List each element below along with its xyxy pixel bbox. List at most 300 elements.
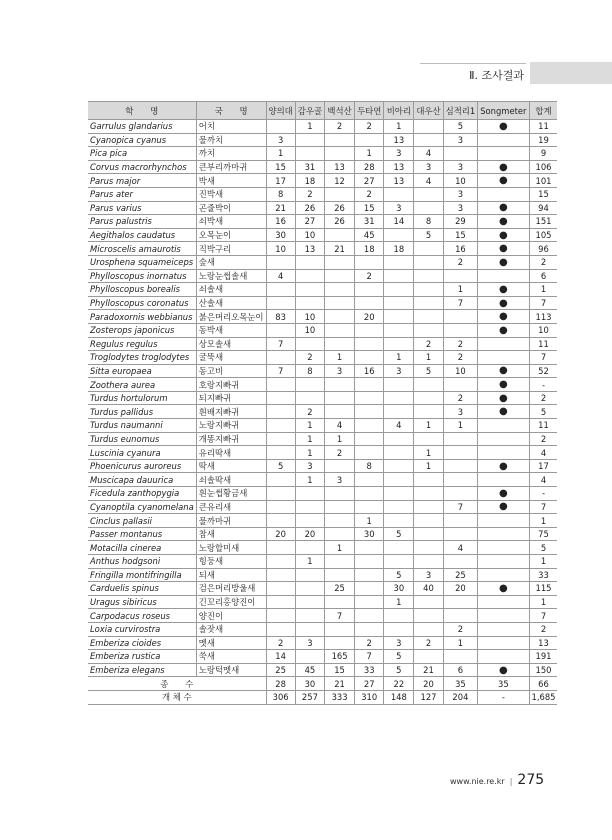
count-cell [266, 283, 295, 297]
scientific-name: Phylloscopus inornatus [88, 269, 196, 283]
count-cell [478, 541, 529, 555]
table-row [88, 568, 557, 582]
scientific-name: Paradoxornis webbianus [88, 310, 196, 324]
count-cell: 28 [355, 160, 384, 174]
table-row [88, 636, 557, 650]
count-cell: 3 [384, 364, 414, 378]
scientific-name: Luscinia cyanura [88, 446, 196, 460]
korean-name: 참새 [196, 527, 266, 541]
summary-cell: 66 [529, 677, 557, 691]
count-cell: 2 [295, 351, 324, 365]
korean-name: 산솔새 [196, 296, 266, 310]
count-cell: 11 [529, 337, 557, 351]
count-cell [478, 595, 529, 609]
count-cell: 4 [266, 269, 295, 283]
count-cell [325, 296, 355, 310]
count-cell: 33 [529, 568, 557, 582]
count-cell: 14 [384, 215, 414, 229]
count-cell: 3 [443, 405, 478, 419]
count-cell [478, 527, 529, 541]
count-cell: 150 [529, 663, 557, 677]
korean-name: 물까치 [196, 133, 266, 147]
count-cell [295, 296, 324, 310]
count-cell: 26 [325, 215, 355, 229]
count-cell [325, 255, 355, 269]
count-cell: 18 [295, 174, 324, 188]
summary-cell: 306 [266, 690, 295, 704]
count-cell: 30 [384, 582, 414, 596]
count-cell: 4 [529, 446, 557, 460]
count-cell: 3 [414, 568, 443, 582]
scientific-name: Fringilla montifringilla [88, 568, 196, 582]
count-cell: 18 [355, 242, 384, 256]
count-cell [443, 446, 478, 460]
count-cell: 4 [384, 419, 414, 433]
table-row [88, 378, 557, 392]
count-cell [414, 609, 443, 623]
count-cell: 2 [443, 255, 478, 269]
summary-cell: 257 [295, 690, 324, 704]
count-cell [295, 650, 324, 664]
column-header: 합계 [529, 102, 557, 120]
count-cell: 8 [355, 459, 384, 473]
korean-name: 양진이 [196, 609, 266, 623]
count-cell [414, 541, 443, 555]
count-cell [295, 147, 324, 161]
count-cell [325, 487, 355, 501]
count-cell: 10 [295, 228, 324, 242]
count-cell: 31 [295, 160, 324, 174]
count-cell: 2 [295, 405, 324, 419]
count-cell: 1 [295, 120, 324, 134]
count-cell [266, 446, 295, 460]
count-cell [443, 555, 478, 569]
scientific-name: Passer montanus [88, 527, 196, 541]
scientific-name: Parus ater [88, 187, 196, 201]
count-cell: 4 [414, 174, 443, 188]
count-cell [295, 255, 324, 269]
songmeter-dot-icon: ● [478, 378, 529, 392]
count-cell [443, 609, 478, 623]
count-cell [266, 351, 295, 365]
count-cell: 15 [355, 201, 384, 215]
korean-name: 되새 [196, 568, 266, 582]
count-cell [384, 541, 414, 555]
korean-name: 상모솔새 [196, 337, 266, 351]
count-cell [266, 582, 295, 596]
table-row [88, 527, 557, 541]
table-row [88, 351, 557, 365]
scientific-name: Anthus hodgsoni [88, 555, 196, 569]
count-cell [266, 473, 295, 487]
table-row [88, 242, 557, 256]
songmeter-dot-icon: ● [478, 663, 529, 677]
songmeter-dot-icon: ● [478, 242, 529, 256]
count-cell: 25 [443, 568, 478, 582]
count-cell: 10 [443, 364, 478, 378]
table-row [88, 650, 557, 664]
count-cell: 8 [295, 364, 324, 378]
count-cell [266, 555, 295, 569]
count-cell [384, 310, 414, 324]
count-cell [325, 147, 355, 161]
count-cell: 8 [414, 215, 443, 229]
count-cell [443, 147, 478, 161]
count-cell: 21 [414, 663, 443, 677]
scientific-name: Microscelis amaurotis [88, 242, 196, 256]
scientific-name: Phylloscopus coronatus [88, 296, 196, 310]
count-cell: 52 [529, 364, 557, 378]
column-header: 비아리 [384, 102, 414, 120]
count-cell [266, 432, 295, 446]
table-row [88, 215, 557, 229]
count-cell [325, 337, 355, 351]
songmeter-dot-icon: ● [478, 296, 529, 310]
page-footer [450, 772, 544, 788]
count-cell: 3 [295, 459, 324, 473]
count-cell [478, 133, 529, 147]
count-cell: 40 [414, 582, 443, 596]
count-cell: 7 [266, 337, 295, 351]
count-cell [414, 527, 443, 541]
count-cell: 1 [529, 595, 557, 609]
count-cell [414, 133, 443, 147]
count-cell [384, 323, 414, 337]
count-cell: 15 [325, 663, 355, 677]
korean-name: 어치 [196, 120, 266, 134]
count-cell [443, 595, 478, 609]
count-cell [295, 514, 324, 528]
summary-label: 개 체 수 [88, 690, 266, 704]
korean-name: 흰눈썹황금새 [196, 487, 266, 501]
summary-cell: 21 [325, 677, 355, 691]
songmeter-dot-icon: ● [478, 201, 529, 215]
count-cell [443, 487, 478, 501]
count-cell: 1 [384, 351, 414, 365]
songmeter-dot-icon: ● [478, 120, 529, 134]
count-cell: 1 [295, 473, 324, 487]
count-cell: 31 [355, 215, 384, 229]
count-cell [355, 432, 384, 446]
count-cell: 6 [529, 269, 557, 283]
count-cell: 14 [266, 650, 295, 664]
scientific-name: Troglodytes troglodytes [88, 351, 196, 365]
korean-name: 호랑지빠귀 [196, 378, 266, 392]
songmeter-dot-icon: ● [478, 391, 529, 405]
songmeter-dot-icon: ● [478, 323, 529, 337]
count-cell: 7 [529, 609, 557, 623]
count-cell: 10 [529, 323, 557, 337]
summary-cell: 35 [478, 677, 529, 691]
count-cell [384, 555, 414, 569]
count-cell: 105 [529, 228, 557, 242]
summary-cell: 22 [384, 677, 414, 691]
column-header: 학 명 [88, 102, 196, 120]
songmeter-dot-icon: ● [478, 364, 529, 378]
table-row [88, 446, 557, 460]
column-header: 감우골 [295, 102, 324, 120]
summary-cell: 27 [355, 677, 384, 691]
count-cell: 2 [414, 636, 443, 650]
korean-name: 큰부리까마귀 [196, 160, 266, 174]
table-row [88, 296, 557, 310]
count-cell: 4 [443, 541, 478, 555]
count-cell [443, 459, 478, 473]
scientific-name: Turdus pallidus [88, 405, 196, 419]
scientific-name: Turdus eunomus [88, 432, 196, 446]
count-cell [478, 473, 529, 487]
songmeter-dot-icon: ● [478, 228, 529, 242]
count-cell: 16 [443, 242, 478, 256]
count-cell: 17 [266, 174, 295, 188]
korean-name: 쇠솔딱새 [196, 473, 266, 487]
table-row [88, 500, 557, 514]
count-cell: 2 [355, 120, 384, 134]
count-cell: 1 [325, 351, 355, 365]
count-cell: 113 [529, 310, 557, 324]
count-cell [355, 609, 384, 623]
count-cell: 4 [529, 473, 557, 487]
count-cell: 2 [325, 446, 355, 460]
column-header: Songmeter [478, 102, 529, 120]
count-cell [443, 650, 478, 664]
count-cell: 106 [529, 160, 557, 174]
korean-name: 긴꼬리홍양진이 [196, 595, 266, 609]
count-cell: 3 [443, 160, 478, 174]
table-row [88, 228, 557, 242]
summary-label: 종 수 [88, 677, 266, 691]
scientific-name: Turdus naumanni [88, 419, 196, 433]
count-cell [325, 323, 355, 337]
count-cell: 3 [414, 160, 443, 174]
count-cell [266, 323, 295, 337]
section-tab [530, 62, 612, 84]
count-cell [443, 269, 478, 283]
count-cell: 16 [355, 364, 384, 378]
count-cell: 1 [414, 351, 443, 365]
count-cell [384, 228, 414, 242]
count-cell: 7 [266, 364, 295, 378]
count-cell: 4 [325, 419, 355, 433]
count-cell [325, 391, 355, 405]
count-cell: 17 [529, 459, 557, 473]
table-row [88, 555, 557, 569]
scientific-name: Parus palustris [88, 215, 196, 229]
count-cell [384, 487, 414, 501]
count-cell [295, 541, 324, 555]
count-cell: 1 [443, 636, 478, 650]
table-row [88, 323, 557, 337]
songmeter-dot-icon: ● [478, 255, 529, 269]
scientific-name: Ficedula zanthopygia [88, 487, 196, 501]
korean-name: 쑥새 [196, 650, 266, 664]
count-cell [325, 500, 355, 514]
summary-row [88, 690, 557, 704]
count-cell [355, 446, 384, 460]
songmeter-dot-icon: ● [478, 405, 529, 419]
count-cell [295, 283, 324, 297]
scientific-name: Cyanoptila cyanomelana [88, 500, 196, 514]
korean-name: 동고비 [196, 364, 266, 378]
count-cell: 9 [529, 147, 557, 161]
count-cell [384, 405, 414, 419]
count-cell: 1 [414, 459, 443, 473]
count-cell: 5 [414, 228, 443, 242]
count-cell [325, 133, 355, 147]
column-header: 심적리1 [443, 102, 478, 120]
table-row [88, 201, 557, 215]
count-cell: 13 [529, 636, 557, 650]
songmeter-dot-icon: ● [478, 310, 529, 324]
count-cell: 13 [295, 242, 324, 256]
count-cell [478, 187, 529, 201]
count-cell [384, 432, 414, 446]
table-row [88, 405, 557, 419]
count-cell: 2 [325, 120, 355, 134]
count-cell [295, 133, 324, 147]
korean-name: 숲새 [196, 255, 266, 269]
count-cell: 5 [529, 405, 557, 419]
count-cell: 3 [443, 133, 478, 147]
count-cell: 7 [529, 351, 557, 365]
count-cell: 2 [529, 432, 557, 446]
count-cell: 5 [384, 568, 414, 582]
count-cell [478, 351, 529, 365]
count-cell [414, 650, 443, 664]
count-cell: 5 [443, 120, 478, 134]
count-cell: 3 [266, 133, 295, 147]
summary-cell: 35 [443, 677, 478, 691]
count-cell: 7 [529, 296, 557, 310]
count-cell: 20 [266, 527, 295, 541]
count-cell: 15 [443, 228, 478, 242]
count-cell [443, 473, 478, 487]
count-cell: 15 [529, 187, 557, 201]
count-cell [295, 609, 324, 623]
table-header-row [88, 102, 557, 120]
korean-name: 유리딱새 [196, 446, 266, 460]
songmeter-dot-icon: ● [478, 283, 529, 297]
count-cell: 11 [529, 419, 557, 433]
count-cell: 33 [355, 663, 384, 677]
songmeter-dot-icon: ● [478, 174, 529, 188]
table-row [88, 609, 557, 623]
scientific-name: Turdus hortulorum [88, 391, 196, 405]
count-cell: 7 [529, 500, 557, 514]
section-title: Ⅱ. 조사결과 [469, 69, 524, 82]
korean-name: 멧새 [196, 636, 266, 650]
table-row [88, 391, 557, 405]
table-row [88, 514, 557, 528]
scientific-name: Phoenicurus auroreus [88, 459, 196, 473]
scientific-name: Carpodacus roseus [88, 609, 196, 623]
count-cell: 3 [443, 187, 478, 201]
count-cell [266, 609, 295, 623]
scientific-name: Pica pica [88, 147, 196, 161]
count-cell [384, 446, 414, 460]
count-cell: 101 [529, 174, 557, 188]
count-cell: 1 [384, 595, 414, 609]
count-cell [295, 500, 324, 514]
count-cell: 2 [414, 337, 443, 351]
count-cell [295, 378, 324, 392]
count-cell [355, 283, 384, 297]
summary-cell: - [478, 690, 529, 704]
count-cell: 8 [266, 187, 295, 201]
count-cell: 1 [355, 514, 384, 528]
count-cell [414, 514, 443, 528]
count-cell [414, 405, 443, 419]
count-cell [384, 459, 414, 473]
table-row [88, 133, 557, 147]
table-row [88, 255, 557, 269]
korean-name: 흰배지빠귀 [196, 405, 266, 419]
count-cell [355, 391, 384, 405]
count-cell [355, 378, 384, 392]
count-cell: 3 [384, 636, 414, 650]
korean-name: 검은머리방울새 [196, 582, 266, 596]
count-cell: 2 [355, 636, 384, 650]
scientific-name: Garrulus glandarius [88, 120, 196, 134]
column-header: 두타연 [355, 102, 384, 120]
korean-name: 굴뚝새 [196, 351, 266, 365]
count-cell: 29 [443, 215, 478, 229]
count-cell [478, 432, 529, 446]
count-cell: 27 [295, 215, 324, 229]
count-cell [325, 283, 355, 297]
korean-name: 쇠솔새 [196, 283, 266, 297]
count-cell: 13 [384, 174, 414, 188]
summary-cell: 333 [325, 690, 355, 704]
summary-cell: 20 [414, 677, 443, 691]
count-cell: 1 [414, 446, 443, 460]
count-cell [295, 391, 324, 405]
korean-name: 쇠박새 [196, 215, 266, 229]
count-cell: 7 [443, 296, 478, 310]
summary-cell: 204 [443, 690, 478, 704]
count-cell [384, 283, 414, 297]
count-cell: 15 [266, 160, 295, 174]
count-cell [325, 405, 355, 419]
count-cell: 10 [266, 242, 295, 256]
count-cell [478, 446, 529, 460]
count-cell: 20 [295, 527, 324, 541]
count-cell [355, 622, 384, 636]
count-cell [355, 419, 384, 433]
count-cell [384, 269, 414, 283]
count-cell: 26 [295, 201, 324, 215]
songmeter-dot-icon: ● [478, 215, 529, 229]
scientific-name: Emberiza rustica [88, 650, 196, 664]
count-cell [266, 622, 295, 636]
count-cell [384, 514, 414, 528]
count-cell: 1 [325, 432, 355, 446]
count-cell: 7 [325, 609, 355, 623]
table-row [88, 582, 557, 596]
korean-name: 곤줄박이 [196, 201, 266, 215]
count-cell: 5 [384, 663, 414, 677]
count-cell [355, 255, 384, 269]
count-cell [414, 255, 443, 269]
count-cell: 3 [325, 364, 355, 378]
count-cell: 1 [295, 432, 324, 446]
count-cell: 20 [443, 582, 478, 596]
table-row [88, 432, 557, 446]
count-cell [355, 595, 384, 609]
count-cell [266, 296, 295, 310]
count-cell: 6 [443, 663, 478, 677]
count-cell [325, 378, 355, 392]
